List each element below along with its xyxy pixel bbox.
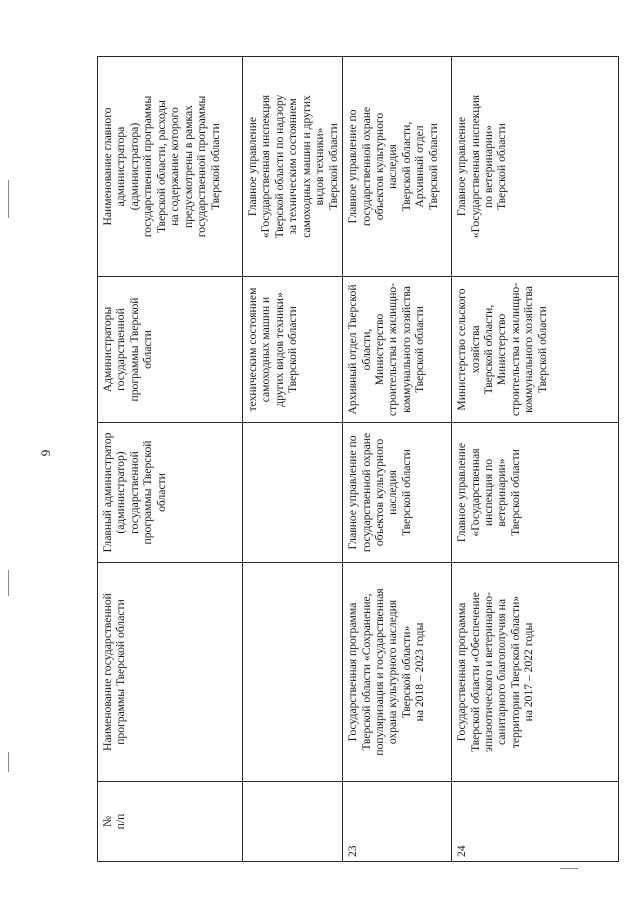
cell-text-line: Тверской области [495,123,509,210]
cell-text-line: администратора [114,126,128,207]
scan-mark [8,180,9,218]
row-program-name [243,563,343,782]
cell-text-line: государственной программы [195,95,209,238]
cell-text-line: Тверской области, [481,304,495,395]
cell-text-line: Главное управление по [346,435,360,550]
cell-text-line: Государственная программа [346,602,360,742]
cell-text-line: самоходных машин и других [299,95,313,238]
row-main-admin-name [243,57,343,277]
header-program-name [98,563,243,782]
row-admins [343,277,452,423]
cell-text-line: за техническим состоянием [286,98,300,235]
row-num: 23 [343,782,452,862]
row-chief-admin [343,423,452,563]
cell-text-line: строительства и жилищно- [508,282,522,417]
row-program-name [343,563,452,782]
scan-mark [8,752,9,772]
row-main-admin-name [452,57,619,277]
cell-text-line: Главное управление [455,116,469,217]
cell-text-line: территории Тверской области» [508,595,522,749]
table-row [243,57,343,862]
cell-text-line: видов техники» [313,127,327,206]
cell-text-line: предусмотрены в рамках [181,105,195,228]
cell-text-line: техническим состоянием [246,287,259,412]
row-program-name [452,563,619,782]
header-main-admin-name [98,57,243,277]
cell-text-line: на 2018 – 2023 годы [413,622,427,722]
cell-text-line: (администратора) [127,122,141,211]
cell-text-line: Наименование государственной [101,593,114,751]
header-admins [98,277,243,423]
cell-text-line: Тверской области» [399,625,413,719]
cell-text-line: Тверской области [535,306,549,393]
row-num: 24 [452,782,619,862]
cell-text-line: области [141,330,155,369]
cell-text-line: программы Тверской области [114,599,128,745]
cell-text-line: государственной программы [141,95,155,238]
cell-text-line: коммунального хозяйства [522,286,536,413]
cell-text-line: санитарного благополучия на [495,599,509,746]
cell-text-line: государственной [127,451,141,534]
row-admins [243,277,343,423]
cell-text-line: охрана культурного наследия [386,599,400,745]
cell-text-line: области [154,473,168,512]
cell-text-line: Тверской области «Сохранение, [359,593,373,751]
cell-text-line: Министерство сельского [455,288,469,411]
programs-table [97,56,619,862]
cell-text-line: «Государственная инспекция [468,94,482,239]
cell-text-line: Министерство [372,313,386,386]
cell-text-line: Тверской области [326,123,340,210]
cell-text-line: Тверской области [426,123,440,210]
cell-text-line: наследия [386,470,400,515]
cell-text-line: государственной охране [359,432,373,553]
cell-text-line: (администратор) [114,451,128,534]
scan-mark [560,868,578,869]
cell-text-line: Министерство [495,313,509,386]
table-row [343,57,452,862]
cell-text-line: «Государственная [468,448,482,537]
cell-text-line: Тверской области, расходы [154,100,168,233]
header-row [98,57,243,862]
cell-text-line: эпизоотического и ветеринарно- [481,592,495,752]
cell-text-line: № [101,815,114,828]
cell-text-line: объектов культурного [372,112,386,221]
cell-text-line: Тверской области, [399,121,413,212]
cell-text-line: государственной [114,308,128,391]
cell-text-line: Тверской области [399,449,413,536]
cell-text-line: Тверской области [508,449,522,536]
header-num [98,782,243,862]
cell-text-line: Главное управление [455,442,469,543]
cell-text-line: самоходных машин и [259,296,273,403]
header-chief-admin [98,423,243,563]
cell-text-line: популяризация и государственная [372,588,386,756]
cell-text-line: «Государственная инспекция [259,94,273,239]
row-chief-admin [452,423,619,563]
cell-text-line: Тверской области [413,306,427,393]
cell-text-line: объектов культурного [372,438,386,547]
cell-text-line: программы Тверской [141,440,155,545]
table-row [452,57,619,862]
cell-text-line: Главный администратор [101,432,114,553]
row-admins [452,277,619,423]
cell-text-line: программы Тверской [127,297,141,402]
row-chief-admin [243,423,343,563]
scan-mark [8,570,9,596]
cell-text-line: инспекция по ветеринарии» [481,458,509,527]
cell-text-line: других видов техники» [272,292,286,407]
cell-text-line: Тверской области по надзору [272,94,286,239]
cell-text-line: п/п [114,813,128,830]
cell-text-line: на содержание которого [168,107,182,226]
row-main-admin-name [343,57,452,277]
cell-text-line: наследия [386,144,400,189]
cell-text-line: государственной охране [359,106,373,227]
cell-text-line: Государственная программа [455,602,469,742]
cell-text-line: строительства и жилищно- [386,282,400,417]
cell-text-line: Главное управление [246,116,259,217]
cell-text-line: Наименование главного [101,107,114,226]
cell-text-line: Архивный отдел Тверской [346,284,360,415]
cell-text-line: коммунального хозяйства [399,286,413,413]
cell-text-line: Тверской области [208,123,222,210]
cell-text-line: Архивный отдел [413,125,427,208]
cell-text-line: Тверской области [286,306,300,393]
row-num [243,782,343,862]
page-number: 9 [38,449,53,457]
cell-text-line: Администраторы [101,306,114,393]
cell-text-line: по ветеринарии» [481,124,495,209]
cell-text-line: области, [359,328,373,371]
cell-text-line: Главное управление по [346,109,360,224]
rotated-table-container [97,57,607,862]
cell-text-line: Тверской области «Обеспечение [468,592,482,752]
cell-text-line: на 2017 – 2022 годы [522,622,536,722]
cell-text-line: хозяйства [468,325,482,374]
